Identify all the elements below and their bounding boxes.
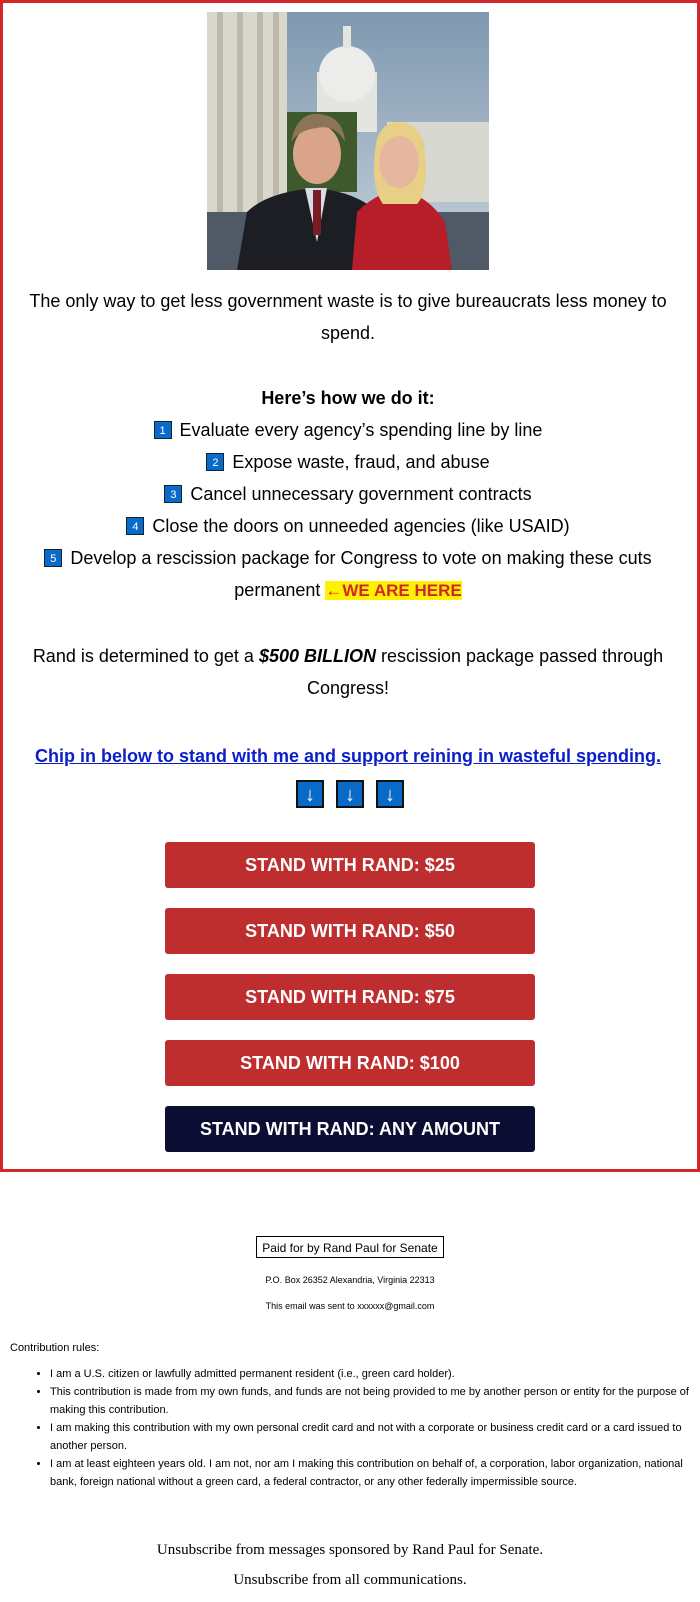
number-2-icon: 2 bbox=[206, 453, 224, 471]
goal-text bbox=[24, 640, 672, 704]
step-item bbox=[24, 542, 672, 607]
goal-suffix: rescission package passed through Congress! bbox=[306, 646, 664, 698]
step-text: Evaluate every agency’s spending line by line bbox=[179, 420, 543, 440]
down-arrow-icon: ↓ bbox=[336, 780, 364, 808]
step-text: Develop a rescission package for Congress to vote on making these cuts permanent bbox=[70, 548, 652, 600]
donate-25-button[interactable]: STAND WITH RAND: $25 bbox=[165, 842, 535, 888]
contribution-rules-list bbox=[10, 1365, 690, 1491]
how-heading: Here’s how we do it: bbox=[261, 388, 435, 408]
step-item bbox=[24, 446, 672, 478]
step-text: Expose waste, fraud, and abuse bbox=[232, 452, 490, 472]
rule-item: • This contribution is made from my own funds, and funds are not being provided to me by another person or entity for the purpose of making this contribution. bbox=[50, 1383, 690, 1419]
step-item bbox=[24, 478, 672, 510]
number-5-icon: 5 bbox=[44, 549, 62, 567]
donate-75-button[interactable]: STAND WITH RAND: $75 bbox=[165, 974, 535, 1020]
paid-for-disclaimer: Paid for by Rand Paul for Senate bbox=[256, 1236, 444, 1258]
contribution-rules-title: Contribution rules: bbox=[10, 1342, 100, 1354]
unsubscribe-sponsor-link[interactable]: Unsubscribe from messages sponsored by Rand Paul for Senate. bbox=[156, 1542, 544, 1558]
down-arrow-icon: ↓ bbox=[376, 780, 404, 808]
intro-text: The only way to get less government waste is to give bureaucrats less money to spend. bbox=[29, 291, 667, 343]
rule-item: • I am at least eighteen years old. I am not, nor am I making this contribution on behalf of, a corporation, labor organization, national bank, foreign national without a green card, a federal contractor, or any other federally impermissible source. bbox=[50, 1455, 690, 1491]
number-4-icon: 4 bbox=[126, 517, 144, 535]
number-1-icon: 1 bbox=[154, 421, 172, 439]
chip-in-link[interactable]: Chip in below to stand with me and support reining in wasteful spending. bbox=[34, 746, 661, 766]
goal-prefix: Rand is determined to get a bbox=[32, 646, 259, 666]
number-3-icon: 3 bbox=[164, 485, 182, 503]
step-item bbox=[24, 414, 672, 446]
we-are-here-marker: ←WE ARE HERE bbox=[325, 581, 462, 600]
down-arrow-icon: ↓ bbox=[296, 780, 324, 808]
sent-to-notice: This email was sent to xxxxxx@gmail.com bbox=[265, 1301, 435, 1311]
rule-item: • I am a U.S. citizen or lawfully admitted permanent resident (i.e., green card holder). bbox=[50, 1365, 690, 1383]
donate-50-button[interactable]: STAND WITH RAND: $50 bbox=[165, 908, 535, 954]
goal-amount: $500 BILLION bbox=[258, 646, 376, 666]
mailing-address: P.O. Box 26352 Alexandria, Virginia 22313 bbox=[265, 1275, 435, 1285]
unsubscribe-all-link[interactable]: Unsubscribe from all communications. bbox=[233, 1572, 467, 1588]
steps-list bbox=[24, 414, 672, 607]
step-text: Cancel unnecessary government contracts bbox=[190, 484, 532, 504]
hero-photo bbox=[207, 12, 489, 270]
arrow-row bbox=[0, 780, 700, 808]
step-text: Close the doors on unneeded agencies (like USAID) bbox=[152, 516, 570, 536]
donate-100-button[interactable]: STAND WITH RAND: $100 bbox=[165, 1040, 535, 1086]
donate-any-amount-button[interactable]: STAND WITH RAND: ANY AMOUNT bbox=[165, 1106, 535, 1152]
chip-in-cta bbox=[24, 740, 672, 772]
rule-item: • I am making this contribution with my own personal credit card and not with a corporate or business credit card or a card issued to another person. bbox=[50, 1419, 690, 1455]
step-item bbox=[24, 510, 672, 542]
